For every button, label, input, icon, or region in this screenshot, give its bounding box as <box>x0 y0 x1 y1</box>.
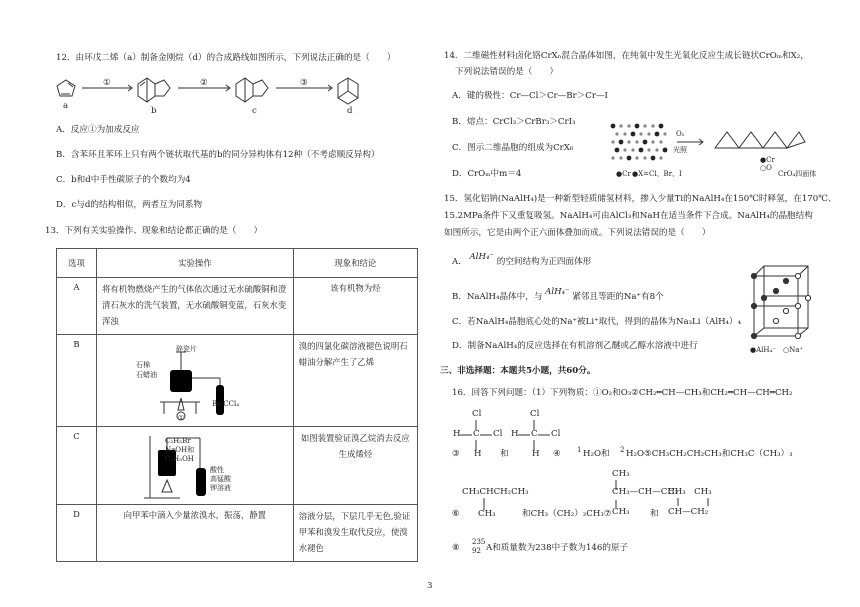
q14-option-a: A．键的极性：Cr—Cl＞Cr—Br＞Cr—I <box>452 91 608 101</box>
q14-legend-cr: ●Cr <box>616 170 631 178</box>
q16-item7-top: CH₃ <box>612 469 630 479</box>
q16-mol1-h-left: H <box>453 429 461 439</box>
q12-step-3: ③ <box>300 78 308 88</box>
row-d-operation: 向甲苯中滴入少量浓溴水，振荡，静置 <box>96 504 293 561</box>
lattice-atom <box>651 140 654 143</box>
table-header-operation: 实验操作 <box>96 249 293 278</box>
row-a-option: A <box>57 278 97 335</box>
lattice-atom <box>663 148 668 153</box>
apparatus-c-label-2: NaOH和 <box>165 446 195 454</box>
lattice-atom <box>627 140 630 143</box>
q14-arrow-top: O₂ <box>676 130 685 138</box>
q16-item4-text: H₂O和 <box>583 449 610 459</box>
q15-option-b-ion: AlH₄⁻ <box>545 287 570 297</box>
q15-stem-1: 15．氢化铝钠(NaAlH₄)是一种新型轻质储氢材料，掺入少量Ti的NaAlH₄在150℃时释氢，在170℃、 <box>444 194 837 204</box>
lattice-atom <box>635 156 638 159</box>
lattice-atom <box>611 140 614 143</box>
q14-legend-x: ●X=Cl、Br、I <box>632 170 682 178</box>
table-row <box>57 278 418 335</box>
row-a-operation: 将有机物燃烧产生的气体依次通过无水硫酸铜和澄清石灰水的洗气装置，无水硫酸铜变蓝，石灰水变浑浊 <box>96 278 293 335</box>
q12-option-b: B．含苯环且苯环上只有两个链状取代基的b的同分异构体有12种（不考虑顺反异构） <box>56 150 380 160</box>
q16-item6-and: 和CH₃（CH₂）₃CH₃⑦ <box>522 509 612 519</box>
apparatus-c-figure <box>140 432 260 502</box>
lattice-atom <box>655 148 658 151</box>
lattice-atom <box>659 124 664 129</box>
lattice-atom <box>663 132 666 135</box>
unit-cell-atom <box>773 288 778 293</box>
lattice-atom <box>643 156 646 159</box>
q12-option-d: D．c与d的结构相似，两者互为同系物 <box>56 200 203 210</box>
q16-item7b-top: CH₃ CH₃ <box>668 487 712 497</box>
unit-cell-atom <box>751 273 756 278</box>
q12-step-2: ② <box>200 78 208 88</box>
q16-item7-bot: CH₃ <box>612 507 630 517</box>
row-d-result: 溶液分层，下层几乎无色,验证甲苯和溴发生取代反应，使溴水褪色 <box>293 504 417 561</box>
q16-item6-num: ⑥ <box>452 509 460 519</box>
q15-stem-3: 如图所示，它是由两个正六面体叠加而成。下列说法错误的是（ ） <box>444 228 711 238</box>
q15-option-a-suffix: 的空间结构为正四面体形 <box>496 257 592 267</box>
q14-legend-cr2: ●Cr <box>760 156 775 164</box>
q12-label-d: d <box>347 106 353 116</box>
apparatus-b-label-porcelain: 碎瓷片 <box>176 345 197 353</box>
unit-cell-atom <box>761 295 766 300</box>
unit-cell-atom <box>795 303 800 308</box>
q15-legend: ●AlH₄⁻ ○Na⁺ <box>750 346 804 354</box>
unit-cell-atom <box>751 333 756 338</box>
q16-item4-text2: H₂O⑤CH₃CH₂CH₂CH₃和CH₃C（CH₃）₃ <box>626 449 793 459</box>
lattice-atom <box>659 156 662 159</box>
unit-cell-atom <box>805 295 810 300</box>
q15-stem-2: 15.2MPa条件下又重复吸氢。NaAlH₄可由AlCl₃和NaH在适当条件下合成。NaAlH₄的晶胞结构 <box>444 211 813 221</box>
q16-item6-chain: CH₃CHCH₂CH₃ <box>462 487 529 497</box>
table-header-result: 现象和结论 <box>293 249 417 278</box>
q15-option-b-prefix: B．NaAlH₄晶体中，与 <box>452 292 543 302</box>
q16-item8-num: ⑧ <box>452 543 460 553</box>
unit-cell-atom <box>795 273 800 278</box>
lattice-atom <box>635 124 640 129</box>
apparatus-c-label-4: 酸性 <box>210 466 224 474</box>
apparatus-b-label-paraffin: 石蜡油 <box>136 371 157 379</box>
section-3-heading: 三、非选择题：本题共5小题，共60分。 <box>440 366 596 376</box>
q14-option-c: C．图示二维晶胞的组成为CrX₆ <box>452 143 574 153</box>
q16-mol2-cl-right: Cl <box>551 429 561 439</box>
unit-cell-atom <box>773 318 778 323</box>
q16-mol1-h-bottom: H <box>474 449 482 459</box>
table-header-option: 选项 <box>57 249 97 278</box>
q14-stem-1: 14．二维磁性材料卤化铬CrXₙ混合晶体如图，在纯氧中发生光氧化反应生成长链状CrOₘ和X₂， <box>444 51 809 61</box>
q16-stem: 16．回答下列问题：（1）下列物质：①O₂和O₃②CH₂═CH—CH₃和CH₂═CH—CH═CH₂ <box>452 388 793 398</box>
apparatus-c-label-3: C₂H₅OH <box>165 455 194 463</box>
q15-option-b-suffix: 紧邻且等距的Na⁺有8个 <box>572 292 664 302</box>
lattice-atom <box>643 140 648 145</box>
lattice-atom <box>635 140 638 143</box>
apparatus-c-label-5: 高锰酸 <box>210 475 231 483</box>
lattice-atom <box>619 156 622 159</box>
lattice-atom <box>623 148 626 151</box>
q16-item3-and: 和 <box>500 449 509 459</box>
row-b-result: 溴的四氯化碳溶液褪色说明石蜡油分解产生了乙烯 <box>293 334 417 426</box>
row-d-option: D <box>57 504 97 561</box>
lattice-atom <box>647 132 650 135</box>
row-b-option: B <box>57 334 97 426</box>
table-header-row <box>57 249 418 278</box>
page-number: 3 <box>427 581 433 591</box>
lattice-atom <box>615 132 618 135</box>
q15-unit-cell-figure <box>748 258 818 348</box>
apparatus-c-label-1: C₂H₅Br <box>165 437 191 445</box>
lattice-atom <box>651 156 656 161</box>
lattice-atom <box>659 140 662 143</box>
q14-option-d: D．CrOₘ中m＝4 <box>452 169 522 179</box>
q16-item4-sup2: 2 <box>620 446 625 454</box>
q12-stem: 12．由环戊二烯（a）制备金刚烷（d）的合成路线如图所示，下列说法正确的是（ ） <box>56 53 396 63</box>
q16-item8-text: A和质量数为238中子数为146的原子 <box>486 543 629 553</box>
row-c-option: C <box>57 426 97 504</box>
q16-mol1-c: C <box>473 429 480 439</box>
q16-item7-and: 和 <box>650 509 659 519</box>
unit-cell-atom <box>783 278 788 283</box>
q16-item8-atomic: 92 <box>472 547 481 555</box>
q16-item4-num: ④ <box>553 449 561 459</box>
q16-mol2-h-left: H <box>511 429 519 439</box>
q15-option-a-prefix: A． <box>452 257 467 267</box>
row-a-result: 该有机物为烃 <box>293 278 417 335</box>
lattice-atom <box>627 124 630 127</box>
lattice-atom <box>611 124 616 129</box>
lattice-atom <box>627 156 632 161</box>
lattice-atom <box>651 124 654 127</box>
q14-stem-2: 下列说法错误的是（ ） <box>455 67 559 77</box>
q12-option-c: C．b和d中手性碳原子的个数均为4 <box>56 175 191 185</box>
q13-stem: 13．下列有关实验操作、现象和结论都正确的是（ ） <box>45 226 263 236</box>
apparatus-b-label-asbestos: 石棉 <box>136 361 150 369</box>
q16-mol2-c: C <box>531 429 538 439</box>
lattice-atom <box>655 132 660 137</box>
q16-mol1-cl-top: Cl <box>472 409 482 419</box>
q15-option-a-ion: AlH₄⁻ <box>469 252 494 262</box>
q12-label-b: b <box>151 106 157 116</box>
q15-option-a <box>452 252 592 268</box>
q12-label-c: c <box>252 106 257 116</box>
lattice-atom <box>611 156 614 159</box>
q16-item6-branch: CH₃ <box>478 509 496 519</box>
lattice-atom <box>643 124 646 127</box>
q16-mol2-h-bottom: H <box>532 449 540 459</box>
q14-crystal-figure <box>605 118 805 178</box>
q16-item7b-mid: CH—CH₂ <box>668 507 709 517</box>
q16-mol2-cl-top: Cl <box>530 409 540 419</box>
q16-item3-num: ③ <box>452 449 460 459</box>
lattice-atom <box>623 132 626 135</box>
q15-option-b <box>452 287 664 303</box>
lattice-atom <box>639 148 644 153</box>
q16-mol1-cl-right: Cl <box>493 429 503 439</box>
unit-cell-atom <box>783 308 788 313</box>
apparatus-b-mark: ① <box>178 414 185 422</box>
q14-arrow-bottom: 光照 <box>673 146 687 154</box>
q16-item7-mid: CH₃—CH—CH₂ <box>612 487 679 497</box>
unit-cell-atom <box>795 333 800 338</box>
q16-item4-sup1: 1 <box>577 446 582 454</box>
q15-option-c: C．若NaAlH₄晶胞底心处的Na⁺被Li⁺取代，得到的晶体为Na₃Li（AlH₄）₄ <box>452 317 742 327</box>
lattice-atom <box>631 132 636 137</box>
apparatus-b-label-bromine: Br₂CCl₄ <box>212 400 240 408</box>
q12-option-a: A．反应①为加成反应 <box>56 125 140 135</box>
q14-legend-tetra: CrO₄四面体 <box>778 170 817 178</box>
row-c-result: 如图装置验证溴乙烷消去反应生成烯烃 <box>293 426 417 504</box>
q16-item8-mass: 235 <box>472 538 486 546</box>
apparatus-b-figure <box>150 340 270 420</box>
q15-option-d: D．制备NaAlH₄的反应选择在有机溶剂乙醚或乙醇水溶液中进行 <box>452 341 698 351</box>
q14-legend-o: ○O <box>760 164 772 172</box>
table-row <box>57 504 418 561</box>
q12-step-1: ① <box>103 78 111 88</box>
q12-label-a: a <box>63 101 69 111</box>
lattice-atom <box>619 124 622 127</box>
apparatus-c-label-6: 钾溶液 <box>210 484 231 492</box>
q14-option-b: B．熔点：CrCl₃＞CrBr₃＞CrI₃ <box>452 117 576 127</box>
lattice-atom <box>619 140 624 145</box>
lattice-atom <box>647 148 650 151</box>
lattice-atom <box>631 148 634 151</box>
unit-cell-atom <box>751 303 756 308</box>
lattice-atom <box>639 132 642 135</box>
lattice-atom <box>615 148 620 153</box>
